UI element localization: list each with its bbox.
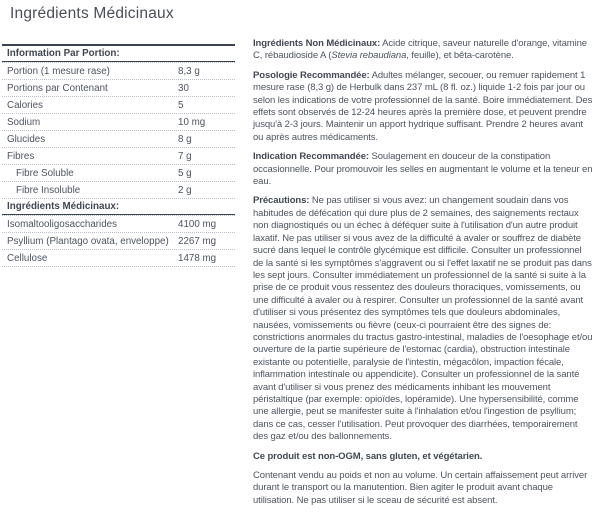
precautions-paragraph <box>253 195 594 443</box>
page-title: Ingrédients Médicinaux <box>10 5 174 22</box>
precautions-lead: Précautions: <box>253 195 310 207</box>
row-label: Fibres <box>7 150 35 162</box>
indication-lead: Indication Recommandée: <box>253 151 369 163</box>
table-section-header: Ingrédients Médicinaux: <box>2 198 235 215</box>
product-claim: Ce produit est non-OGM, sans gluten, et végétarien. <box>253 450 483 462</box>
nutrition-facts-table <box>2 44 235 267</box>
row-label: Isomaltooligosaccharides <box>7 218 117 230</box>
non-medicinal-body: Acide citrique, saveur naturelle d'orange, vitamine C, rébaudioside A ( <box>253 38 587 62</box>
table-section-header: Information Par Portion: <box>2 46 235 62</box>
non-medicinal-paragraph <box>253 38 594 63</box>
row-value: 5 g <box>178 167 192 179</box>
row-label: Portions par Contenant <box>7 82 108 94</box>
non-medicinal-body-end: , feuille), et bêta-carotène. <box>406 50 514 62</box>
row-value: 8 g <box>178 133 192 145</box>
row-label: Portion (1 mesure rase) <box>7 65 110 77</box>
row-value: 2267 mg <box>178 235 217 247</box>
row-value: 10 mg <box>178 116 206 128</box>
precautions-body: Ne pas utiliser si vous avez: un changement soudain dans vos habitudes de défécation qui dure plus de 2 semaines, des saignements rectaux non diagnostiqués ou un échec à déféquer suite à l'utilisation d'un autre produit laxatif. Ne pas utiliser si vous avez de la difficulté à avaler or souffrez de diabète sucré dans lequel le contrôle glycémique est difficile. Consulter un professionnel de la santé si les symptômes s'aggravent ou si l'effet laxatif ne se produit pas dans les sept jours. Consulter immédiatement un professionnel de la santé si suite à la prise de ce produit vous ressentez des douleurs thoraciques, vomissements, ou une difficulté à avaler ou à respirer. Consulter un professionnel de la santé avant d'utiliser si vous présentez des symptômes tels que douleurs abdominales, nausées, vomissements ou fièvre (ceux-ci pourraient être des signes de: constrictions anormales du tractus gastro-intestinal, maladies de l'oesophage et/ou ouverture de la partie supérieure de l'estomac (cardia), obstruction intestinale existante ou potentielle, paralysie de l'intestin, mégacôlon, impaction fécale, inflammation intestinale ou appendicite). Consulter un professionnel de la santé avant d'utiliser si vous prenez des médicaments inhibant les mouvement péristaltique (par exemple: opioïdes, lopéramide). Une hypersensibilité, comme une allergie, peut se manifester suite à l'inhalation et/ou l'ingestion de psyllium; dans ce cas, cesser l'utilisation. Peut provoquer des diarrhées, temporairement des gaz et/ou des ballonnements. <box>253 195 593 443</box>
row-value: 7 g <box>178 150 192 162</box>
non-medicinal-lead: Ingrédients Non Médicinaux: <box>253 38 381 49</box>
row-label: Glucides <box>7 133 46 145</box>
row-label: Sodium <box>7 116 41 128</box>
dosage-paragraph <box>253 70 594 144</box>
row-label: Psyllium (Plantago ovata, enveloppe) <box>7 235 169 247</box>
product-details <box>253 38 594 514</box>
table-row <box>2 96 235 113</box>
row-value: 4100 mg <box>178 218 217 230</box>
indication-paragraph <box>253 151 594 188</box>
row-label: Cellulose <box>7 252 48 264</box>
table-row <box>2 113 235 130</box>
row-label: Fibre Insoluble <box>16 184 81 196</box>
dosage-body: Adultes mélanger, secouer, ou remuer rapidement 1 mesure rase (8,3 g) de Herbulk dans 237 mL (8 fl. oz.) liquide 1-2 fois par jour ou selon les indications de votre professionnel de la santé. Boire immédiatement. Des effets sont observés de 12-24 heures après la première dose, et peuvent prendre jusqu'à 2-3 jours. Maintenir un apport hydrique suffisant. Prendre 2 heures avant ou après autres médicaments. <box>253 69 593 143</box>
table-row <box>2 147 235 164</box>
row-value: 8,3 g <box>178 65 200 77</box>
table-row <box>2 215 235 232</box>
latin-name-italic: Stevia rebaudiana <box>331 50 407 62</box>
dosage-lead: Posologie Recommandée: <box>253 69 370 81</box>
table-row <box>2 130 235 147</box>
row-value: 1478 mg <box>178 252 217 264</box>
table-row-sub <box>2 181 235 198</box>
row-label: Calories <box>7 99 43 111</box>
row-value: 2 g <box>178 184 192 196</box>
table-row <box>2 62 235 79</box>
row-label: Fibre Soluble <box>16 167 74 179</box>
row-value: 30 <box>178 82 189 94</box>
storage-paragraph: Contenant vendu au poids et non au volume. Un certain affaissement peut arriver durant le transport ou la manutention. Bien agiter le produit avant chaque utilisation. Ne pas utiliser si le sceau de sécurité est absent. <box>253 470 588 506</box>
table-row-sub <box>2 164 235 181</box>
row-value: 5 <box>178 99 184 111</box>
table-row <box>2 79 235 96</box>
table-row <box>2 249 235 267</box>
table-row <box>2 232 235 249</box>
indication-body: Soulagement en douceur de la constipation occasionnelle. Pour promouvoir les selles en augmentant le volume et la teneur en eau. <box>253 151 593 188</box>
